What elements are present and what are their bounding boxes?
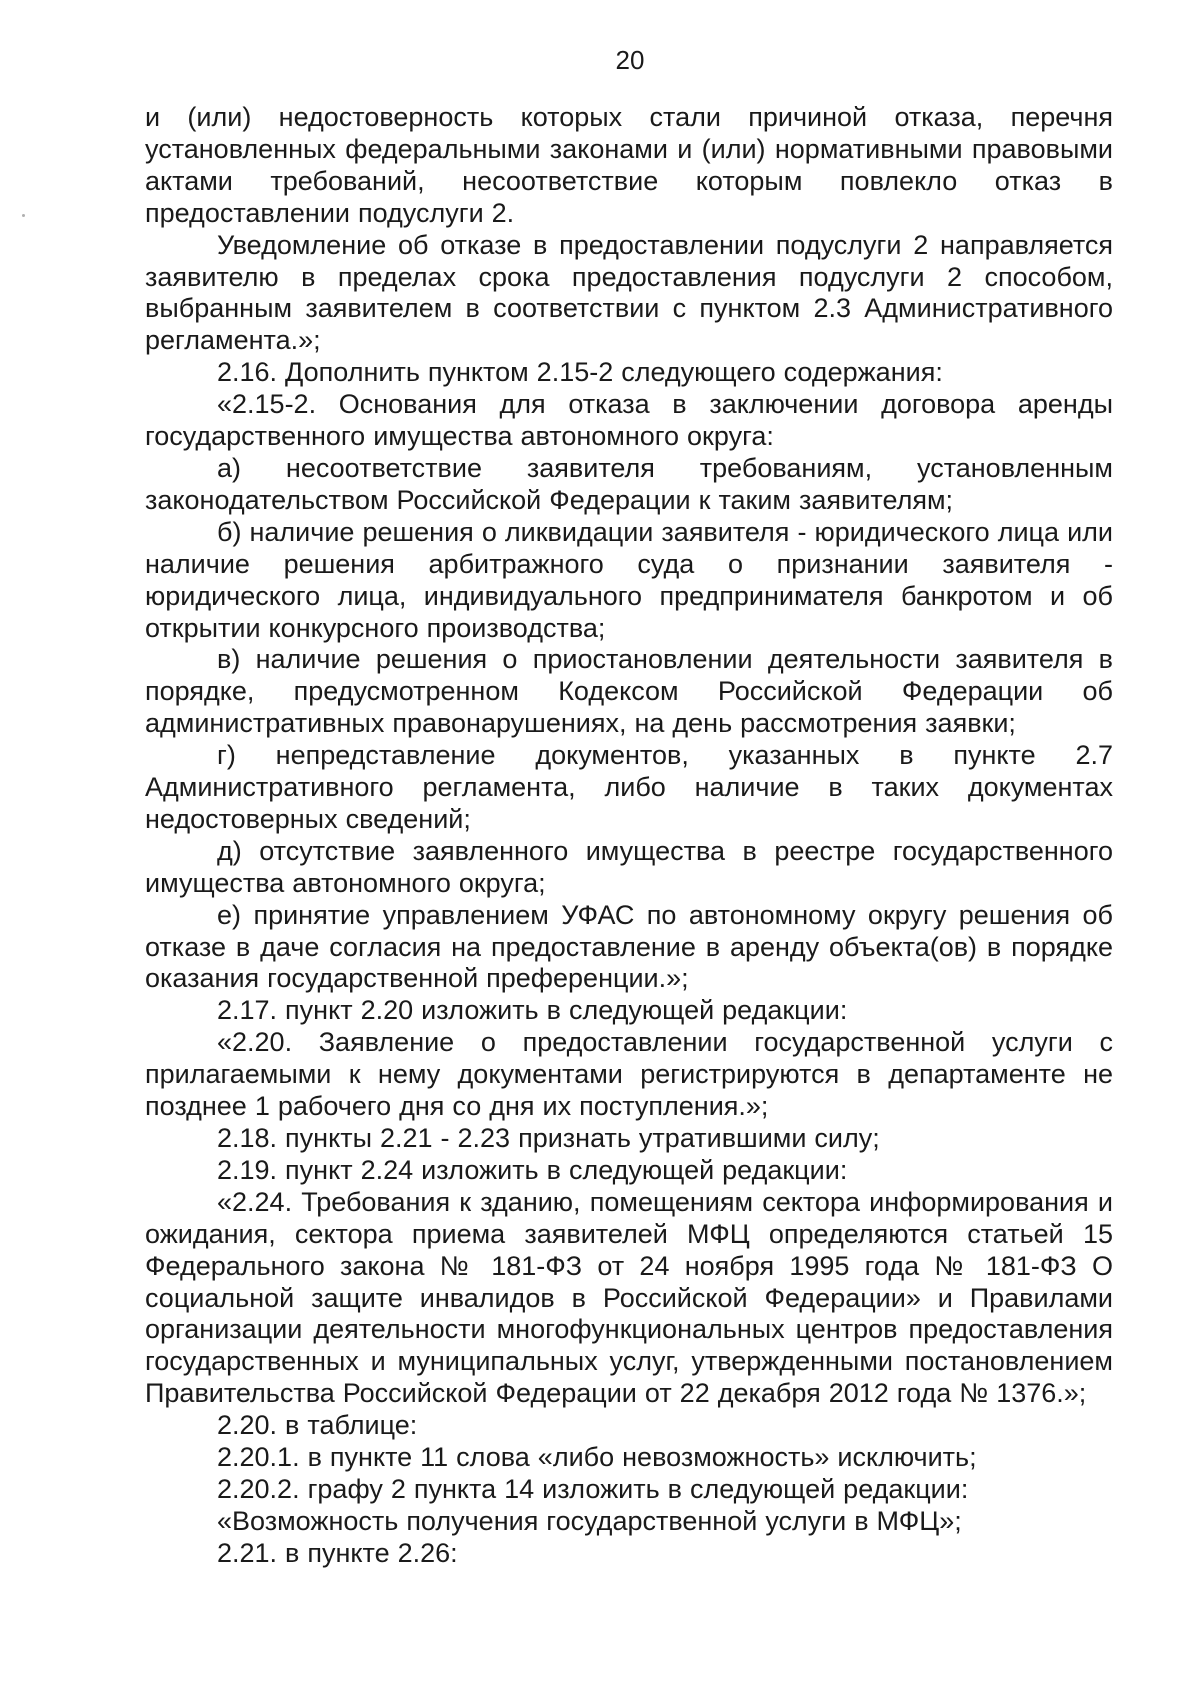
paragraph: г) непредставление документов, указанных в пункте 2.7 Административного регламента, либо наличие в таких документах недостоверных сведений;: [145, 740, 1113, 834]
paragraph: «2.20. Заявление о предоставлении государственной услуги с прилагаемыми к нему документами регистрируются в департаменте не позднее 1 рабочего дня со дня их поступления.»;: [145, 1027, 1113, 1122]
paragraph: 2.20. в таблице:: [217, 1410, 418, 1441]
paragraph: а) несоответствие заявителя требованиям, установленным законодательством Российской Федерации к таким заявителям;: [145, 452, 1113, 515]
paragraph: е) принятие управлением УФАС по автономному округу решения об отказе в даче согласия на предоставление в аренду объекта(ов) в порядке оказания государственной преференции.»;: [145, 899, 1113, 994]
page-number: 20: [615, 45, 645, 75]
paragraph: 2.19. пункт 2.24 изложить в следующей редакции:: [217, 1154, 848, 1185]
document-body: [145, 102, 1113, 1570]
paragraph: «2.15-2. Основания для отказа в заключении договора аренды государственного имущества автономного округа:: [145, 389, 1113, 452]
paragraph: 2.21. в пункте 2.26:: [217, 1537, 458, 1568]
paragraph: 2.20.1. в пункте 11 слова «либо невозможность» исключить;: [217, 1442, 977, 1473]
scan-speck: [22, 214, 25, 217]
paragraph: Уведомление об отказе в предоставлении подуслуги 2 направляется заявителю в пределах срока предоставления подуслуги 2 способом, выбранным заявителем в соответствии с пунктом 2.3 Административного регламента.»;: [145, 229, 1113, 356]
paragraph: в) наличие решения о приостановлении деятельности заявителя в порядке, предусмотренном Кодексом Российской Федерации об административных правонарушениях, на день рассмотрения заявки;: [145, 644, 1113, 739]
paragraph: 2.18. пункты 2.21 - 2.23 признать утратившими силу;: [217, 1123, 880, 1153]
paragraph: 2.16. Дополнить пунктом 2.15-2 следующего содержания:: [217, 357, 943, 388]
paragraph: 2.20.2. графу 2 пункта 14 изложить в следующей редакции:: [217, 1473, 969, 1504]
paragraph: «2.24. Требования к зданию, помещениям сектора информирования и ожидания, сектора приема заявителей МФЦ определяются статьей 15 Федерального закона № 181-ФЗ от 24 ноября 1995 года № 181-ФЗ О социальной защите инвалидов в Российской Федерации» и Правилами организации деятельности многофункциональных центров предоставления государственных и муниципальных услуг, утвержденными постановлением Правительства Российской Федерации от 22 декабря 2012 года № 1376.»;: [145, 1186, 1113, 1409]
paragraph: «Возможность получения государственной услуги в МФЦ»;: [217, 1505, 962, 1536]
paragraph: 2.17. пункт 2.20 изложить в следующей редакции:: [217, 995, 848, 1026]
paragraph: б) наличие решения о ликвидации заявителя - юридического лица или наличие решения арбитражного суда о признании заявителя - юридического лица, индивидуального предпринимателя банкротом и об открытии конкурсного производства;: [145, 516, 1113, 643]
paragraph: и (или) недостоверность которых стали причиной отказа, перечня установленных федеральными законами и (или) нормативными правовыми актами требований, несоответствие которым повлекло отказ в предоставлении подуслуги 2.: [145, 102, 1113, 228]
paragraph: д) отсутствие заявленного имущества в реестре государственного имущества автономного округа;: [145, 835, 1113, 898]
